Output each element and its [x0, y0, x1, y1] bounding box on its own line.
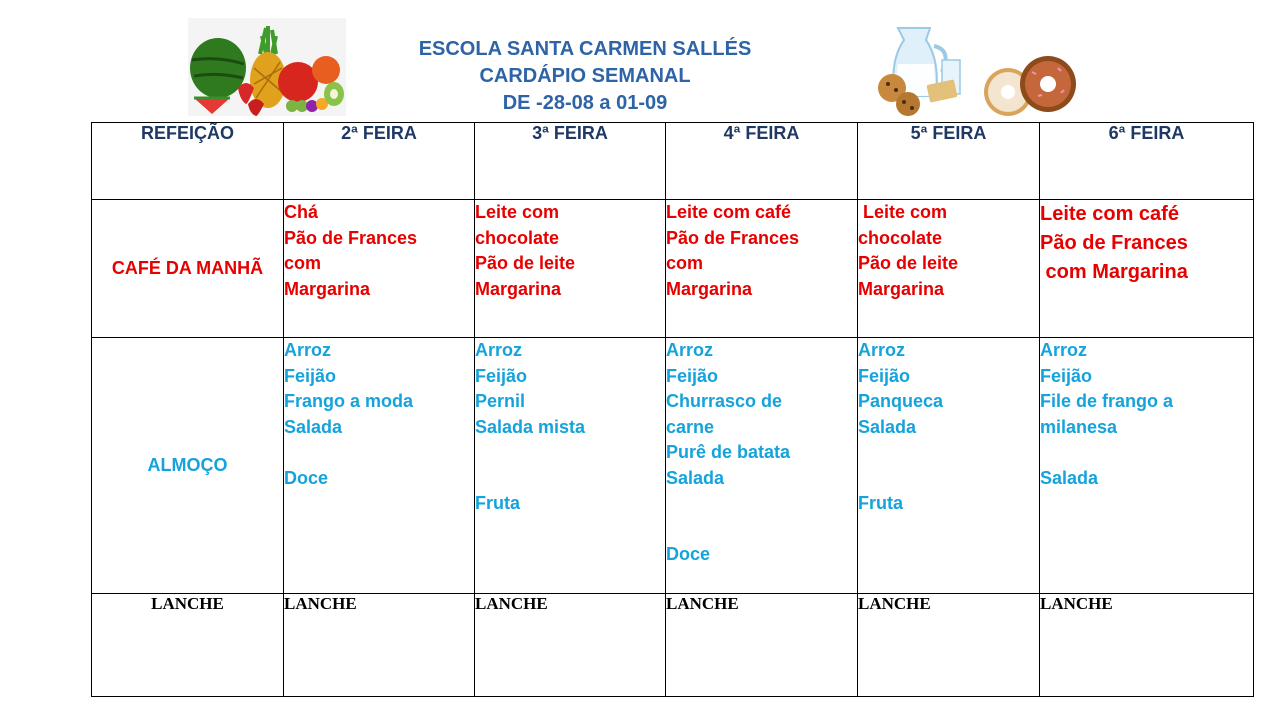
menu-item-line — [858, 466, 1039, 492]
menu-item-line: Purê de batata — [666, 442, 791, 462]
snack-friday: LANCHE — [1040, 594, 1254, 697]
menu-item-line: Feijão — [475, 365, 528, 386]
header-tuesday: 3ª FEIRA — [475, 123, 666, 200]
menu-item-line: Arroz — [858, 340, 906, 360]
menu-item-line: Margarina — [475, 278, 562, 299]
header-wednesday: 4ª FEIRA — [666, 123, 858, 200]
lunch-row — [92, 338, 1254, 594]
menu-item-line: Feijão — [666, 365, 719, 386]
lunch-friday — [1040, 338, 1254, 594]
menu-item-line: Pão de leite — [858, 253, 959, 273]
fruits-image — [188, 18, 346, 116]
menu-item-line — [1040, 440, 1253, 466]
menu-item-line: Pão de Frances — [1040, 232, 1188, 254]
lunch-wednesday — [666, 338, 858, 594]
menu-item-line: Feijão — [1040, 365, 1093, 386]
menu-item-line: Pão de leite — [475, 253, 576, 273]
menu-item-line — [475, 466, 665, 492]
menu-item-line — [666, 491, 857, 517]
menu-item-line: Feijão — [858, 365, 911, 386]
menu-item-line: Frango a moda — [284, 391, 414, 411]
menu-item-line: Panqueca — [858, 391, 944, 411]
menu-item-line: chocolate — [858, 227, 943, 248]
menu-item-line — [858, 440, 1039, 466]
header-monday: 2ª FEIRA — [284, 123, 475, 200]
lunch-tuesday — [475, 338, 666, 594]
menu-item-line: carne — [666, 416, 715, 437]
breakfast-tuesday — [475, 200, 666, 338]
menu-item-line: Margarina — [858, 278, 945, 299]
lunch-label: ALMOÇO — [92, 338, 284, 594]
header-thursday: 5ª FEIRA — [858, 123, 1040, 200]
menu-item-line: Arroz — [284, 340, 332, 360]
menu-item-line: File de frango a — [1040, 391, 1174, 411]
menu-item-line: Chá — [284, 202, 319, 222]
menu-item-line: Leite com café — [1040, 203, 1179, 225]
breakfast-row — [92, 200, 1254, 338]
menu-item-line: milanesa — [1040, 416, 1118, 437]
menu-item-line: Salada — [284, 416, 343, 437]
menu-item-line: Salada — [858, 416, 917, 437]
breakfast-friday — [1040, 200, 1254, 338]
lunch-monday — [284, 338, 475, 594]
menu-item-line: Arroz — [475, 340, 523, 360]
menu-item-line — [284, 440, 474, 466]
date-range: DE -28-08 a 01-09 — [502, 92, 668, 114]
menu-item-line: Leite com café — [666, 202, 792, 222]
school-name: ESCOLA SANTA CARMEN SALLÉS — [418, 38, 752, 60]
menu-item-line: Doce — [666, 544, 711, 564]
snack-monday: LANCHE — [284, 594, 475, 697]
menu-item-line: Churrasco de — [666, 391, 783, 411]
menu-item-line: com — [284, 253, 322, 273]
menu-item-line: Pão de Frances — [666, 227, 800, 248]
menu-item-line: Salada — [666, 467, 725, 488]
menu-item-line: Feijão — [284, 365, 337, 386]
menu-item-line: Leite com — [475, 202, 560, 222]
table-header-row — [92, 123, 1254, 200]
menu-item-line — [475, 440, 665, 466]
breakfast-image — [868, 20, 1084, 122]
breakfast-thursday — [858, 200, 1040, 338]
menu-item-line: Salada mista — [475, 416, 586, 437]
menu-item-line: Arroz — [666, 340, 714, 360]
header-meal: REFEIÇÃO — [92, 123, 284, 200]
snack-row — [92, 594, 1254, 697]
menu-item-line: Margarina — [666, 278, 753, 299]
header-friday: 6ª FEIRA — [1040, 123, 1254, 200]
menu-item-line: Pão de Frances — [284, 227, 418, 248]
menu-item-line: Arroz — [1040, 340, 1088, 360]
lunch-thursday — [858, 338, 1040, 594]
menu-item-line: Doce — [284, 467, 329, 488]
weekly-menu-table — [91, 122, 1254, 697]
menu-item-line: Margarina — [284, 278, 371, 299]
menu-item-line: Pernil — [475, 391, 526, 411]
menu-item-line — [666, 517, 857, 543]
breakfast-monday — [284, 200, 475, 338]
menu-item-line: Fruta — [475, 493, 520, 513]
menu-item-line: Fruta — [858, 493, 903, 513]
menu-item-line: com Margarina — [1040, 261, 1188, 283]
breakfast-wednesday — [666, 200, 858, 338]
menu-item-line: chocolate — [475, 227, 560, 248]
menu-item-line: Salada — [1040, 467, 1099, 488]
snack-wednesday: LANCHE — [666, 594, 858, 697]
snack-label: LANCHE — [92, 594, 284, 697]
snack-tuesday: LANCHE — [475, 594, 666, 697]
menu-item-line: com — [666, 253, 704, 273]
menu-item-line: Leite com — [858, 202, 948, 222]
page-title — [340, 36, 830, 117]
menu-title: CARDÁPIO SEMANAL — [479, 65, 691, 87]
snack-thursday: LANCHE — [858, 594, 1040, 697]
breakfast-label: CAFÉ DA MANHÃ — [92, 200, 284, 338]
